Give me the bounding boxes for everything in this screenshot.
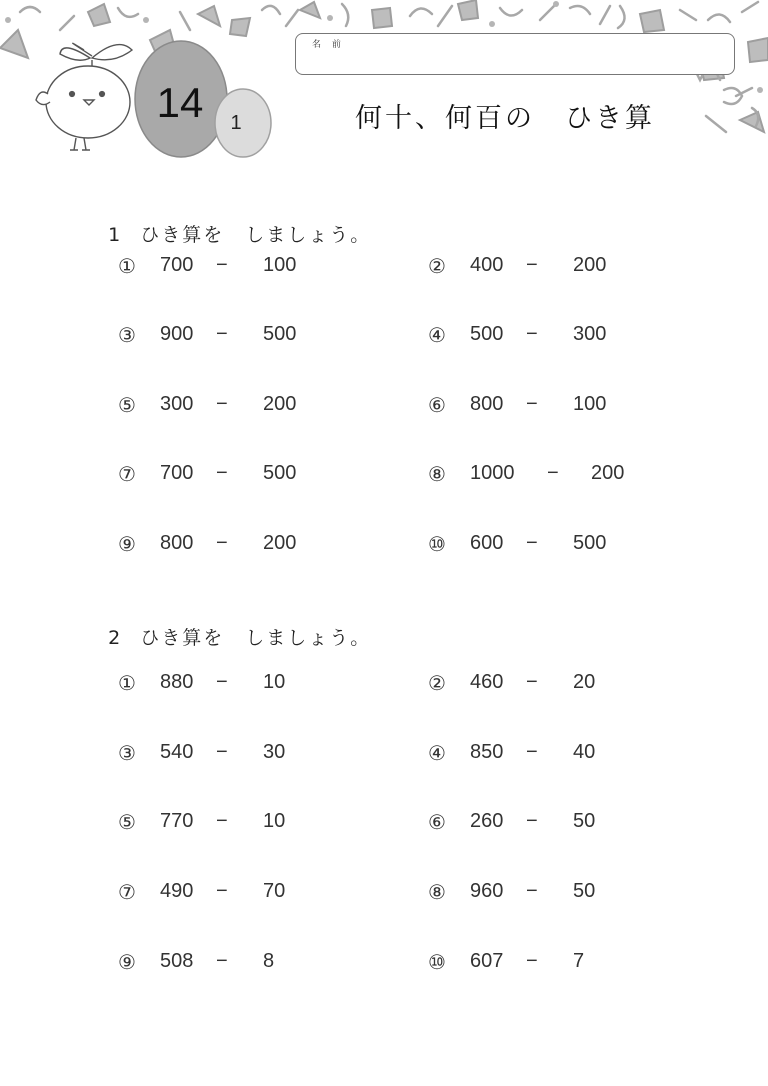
section-instruction: ひき算を しましょう。 (140, 224, 372, 246)
minuend: 700 (160, 462, 194, 484)
problem-number: ① (118, 256, 136, 278)
minuend: 1000 (470, 462, 515, 484)
problem-number: ⑨ (118, 534, 136, 556)
section-1-heading (92, 198, 371, 247)
section-number: 2 (108, 627, 123, 649)
minuend: 300 (160, 393, 194, 415)
minuend: 607 (470, 950, 504, 972)
minus-sign: − (216, 393, 228, 415)
minus-sign: − (526, 254, 538, 276)
subtrahend: 500 (263, 323, 297, 345)
subtrahend: 50 (573, 810, 596, 832)
subtrahend: 50 (573, 880, 596, 902)
problem-number: ③ (118, 743, 136, 765)
minuend: 460 (470, 671, 504, 693)
minuend: 260 (470, 810, 504, 832)
minus-sign: − (526, 950, 538, 972)
minus-sign: − (216, 880, 228, 902)
problem-number: ⑤ (118, 812, 136, 834)
section-2-heading (92, 601, 371, 650)
subtrahend: 20 (573, 671, 596, 693)
minus-sign: − (526, 810, 538, 832)
problem-number: ③ (118, 325, 136, 347)
subtrahend: 10 (263, 671, 286, 693)
minuend: 700 (160, 254, 194, 276)
subtrahend: 200 (263, 393, 297, 415)
problem-number: ⑧ (428, 464, 446, 486)
minus-sign: − (216, 741, 228, 763)
minus-sign: − (216, 323, 228, 345)
minus-sign: − (216, 810, 228, 832)
minuend: 900 (160, 323, 194, 345)
subtrahend: 40 (573, 741, 596, 763)
subtrahend: 10 (263, 810, 286, 832)
minus-sign: − (216, 462, 228, 484)
problem-number: ⑩ (428, 534, 446, 556)
minuend: 400 (470, 254, 504, 276)
minuend: 500 (470, 323, 504, 345)
subtrahend: 200 (591, 462, 625, 484)
problem-number: ④ (428, 743, 446, 765)
minus-sign: − (526, 323, 538, 345)
problem-number: ⑩ (428, 952, 446, 974)
minus-sign: − (526, 671, 538, 693)
page-title: 何十、何百の ひき算 (355, 103, 655, 134)
name-label: 名 前 (312, 40, 345, 50)
subtrahend: 300 (573, 323, 607, 345)
minuend: 490 (160, 880, 194, 902)
subtrahend: 8 (263, 950, 275, 972)
problem-number: ④ (428, 325, 446, 347)
problem-number: ⑥ (428, 395, 446, 417)
minuend: 508 (160, 950, 194, 972)
problem-number: ⑨ (118, 952, 136, 974)
minuend: 800 (470, 393, 504, 415)
subtrahend: 200 (573, 254, 607, 276)
subtrahend: 500 (573, 532, 607, 554)
minus-sign: − (216, 950, 228, 972)
minus-sign: − (526, 880, 538, 902)
minuend: 880 (160, 671, 194, 693)
minuend: 960 (470, 880, 504, 902)
name-field[interactable] (295, 33, 735, 75)
problem-number: ② (428, 256, 446, 278)
problem-number: ⑧ (428, 882, 446, 904)
minus-sign: − (216, 532, 228, 554)
minuend: 800 (160, 532, 194, 554)
section-instruction: ひき算を しましょう。 (140, 627, 372, 649)
minuend: 600 (470, 532, 504, 554)
subtrahend: 30 (263, 741, 286, 763)
problem-number: ⑤ (118, 395, 136, 417)
sheet-number: 1 (230, 112, 242, 134)
minus-sign: − (526, 532, 538, 554)
subtrahend: 200 (263, 532, 297, 554)
problem-number: ⑦ (118, 882, 136, 904)
lesson-number: 14 (156, 79, 204, 126)
minus-sign: − (216, 254, 228, 276)
problem-number: ⑦ (118, 464, 136, 486)
minuend: 770 (160, 810, 194, 832)
minus-sign: − (526, 393, 538, 415)
subtrahend: 70 (263, 880, 286, 902)
minus-sign: − (526, 741, 538, 763)
problem-number: ① (118, 673, 136, 695)
minus-sign: − (547, 462, 559, 484)
problem-number: ⑥ (428, 812, 446, 834)
section-number: 1 (108, 224, 123, 246)
subtrahend: 100 (573, 393, 607, 415)
minuend: 850 (470, 741, 504, 763)
subtrahend: 7 (573, 950, 585, 972)
minuend: 540 (160, 741, 194, 763)
subtrahend: 500 (263, 462, 297, 484)
subtrahend: 100 (263, 254, 297, 276)
problem-number: ② (428, 673, 446, 695)
minus-sign: − (216, 671, 228, 693)
